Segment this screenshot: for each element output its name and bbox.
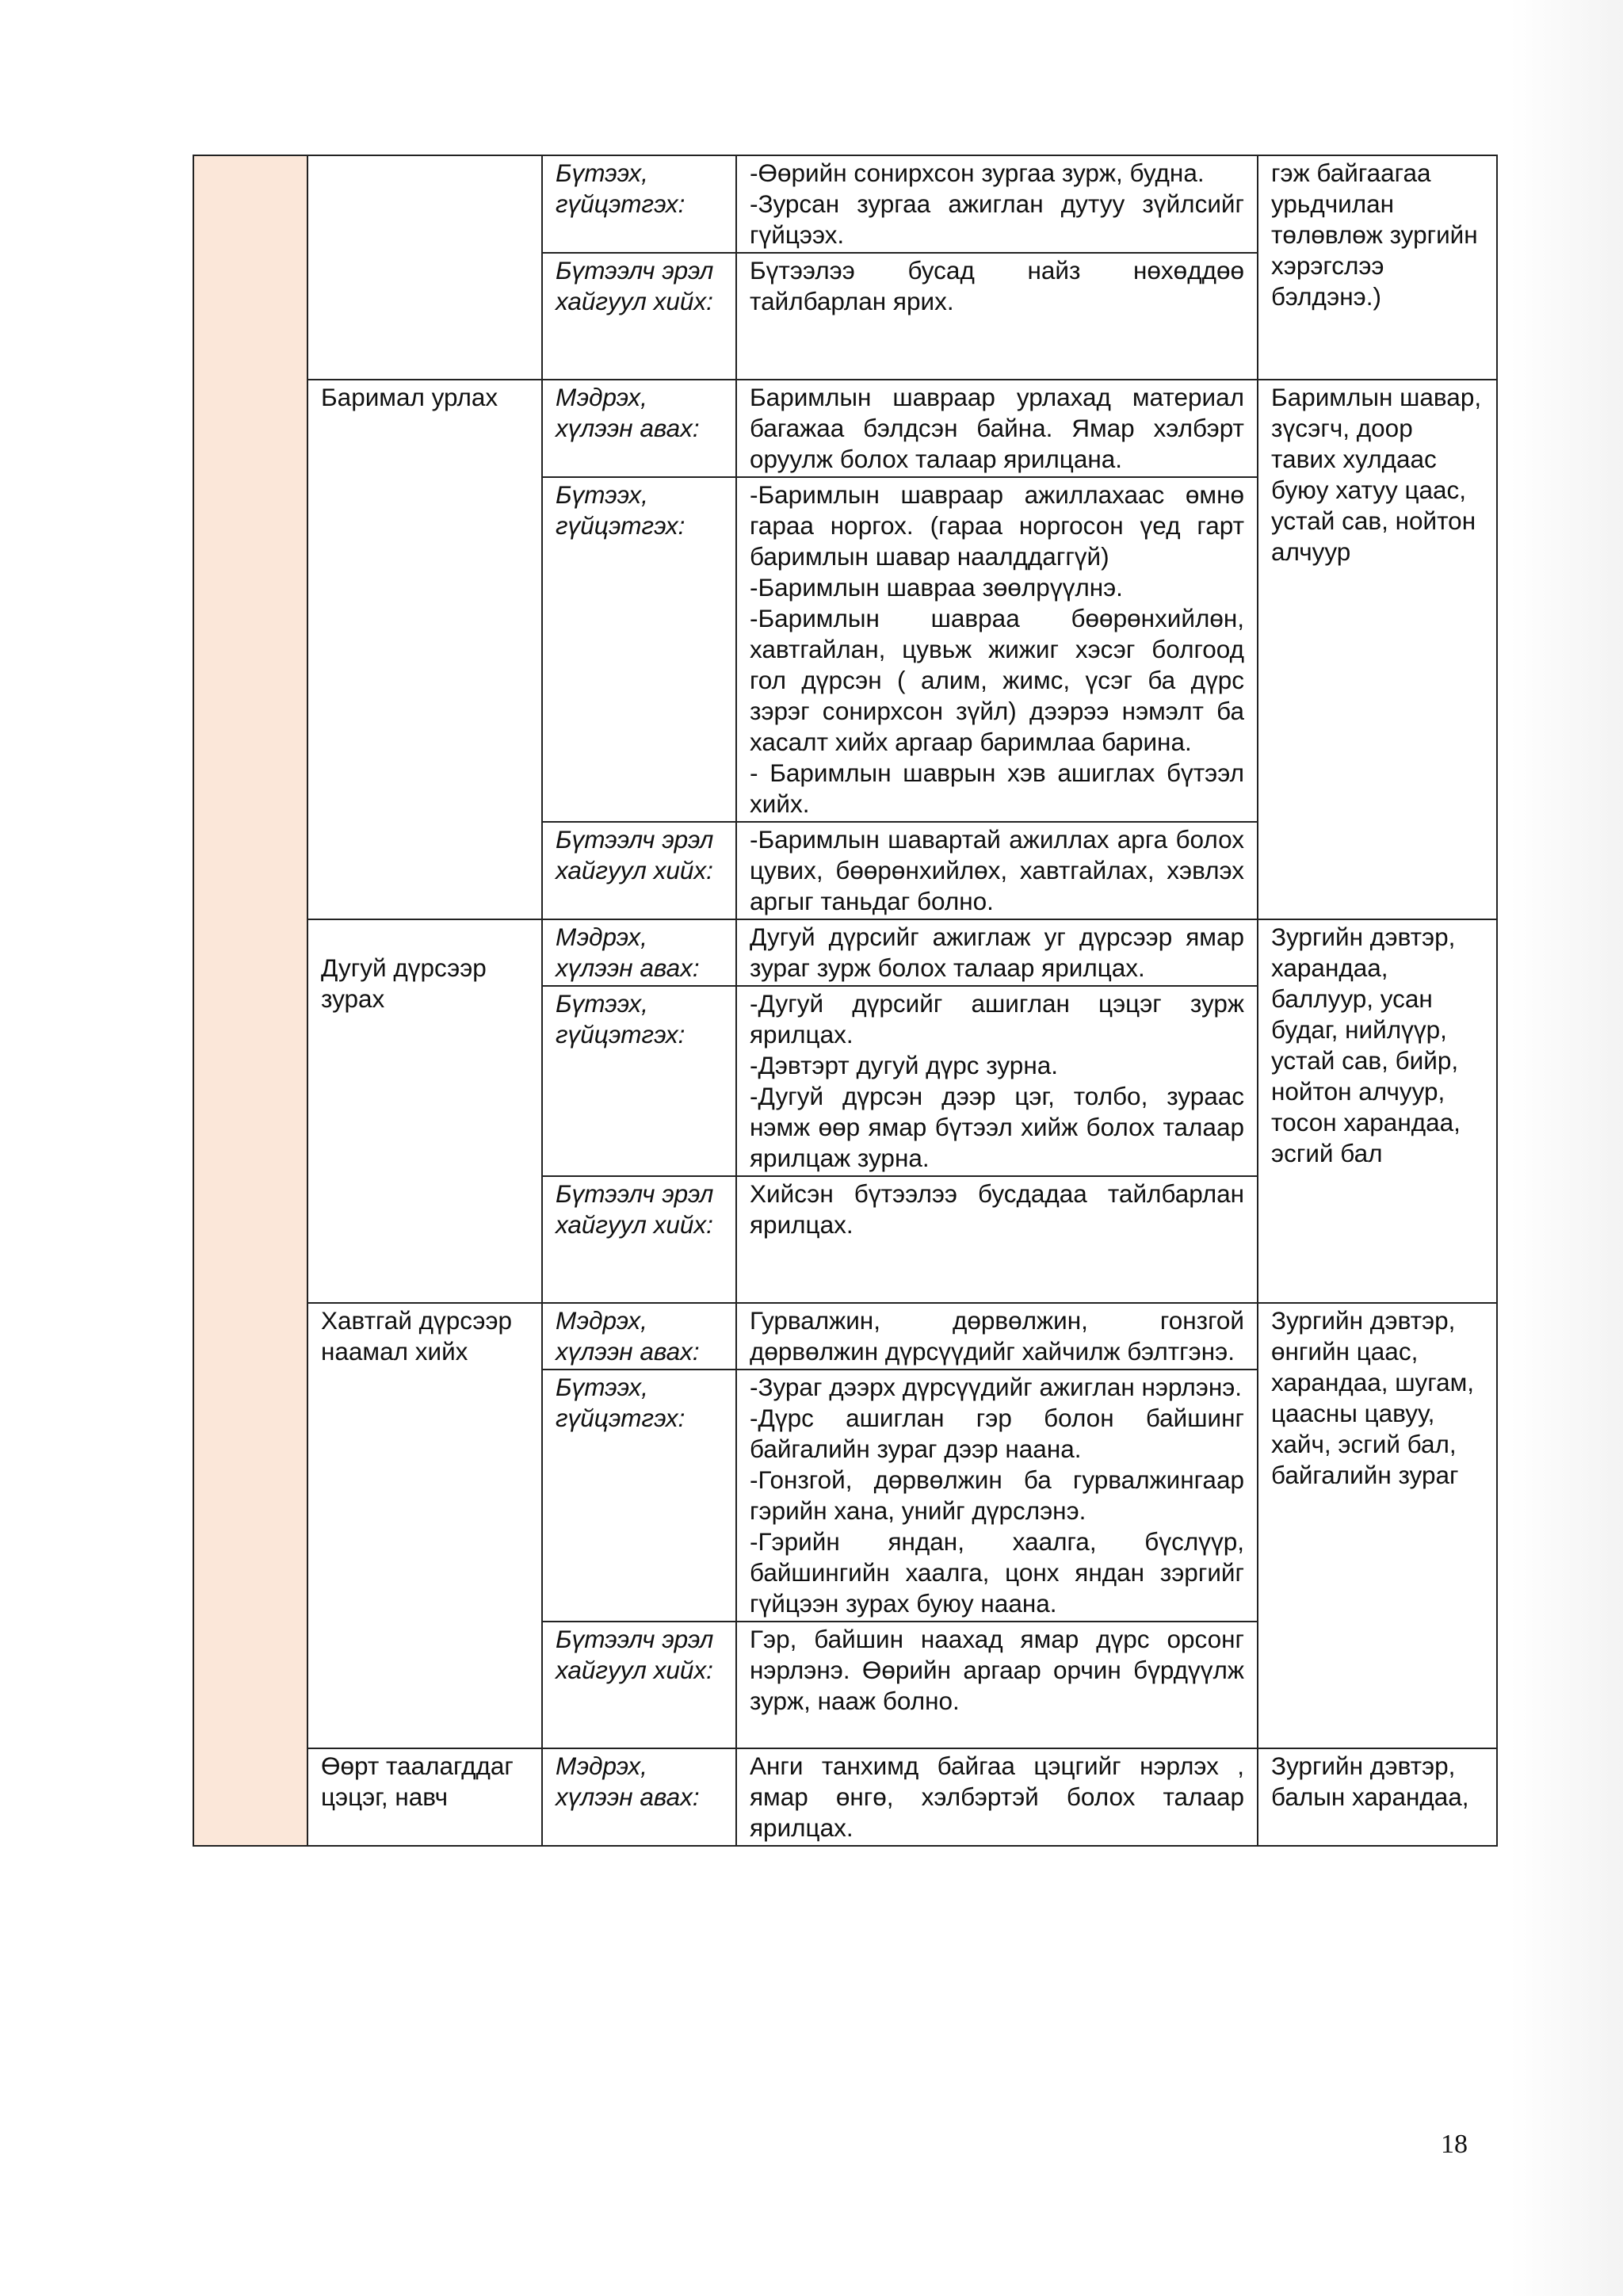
activity-cell bbox=[736, 986, 1258, 1176]
table-row bbox=[193, 1748, 1497, 1846]
activity-line: Гурвалжин, дөрвөлжин, гонзгой дөрвөлжин дүрсүүдийг хайчилж бэлтгэнэ. bbox=[750, 1306, 1244, 1366]
activity-cell bbox=[736, 822, 1258, 919]
activity-line: Хийсэн бүтээлээ бусдадаа тайлбарлан ярилцах. bbox=[750, 1179, 1244, 1239]
materials-cell bbox=[1258, 919, 1497, 1303]
topic-title: Өөрт таалагддаг цэцэг, навч bbox=[321, 1752, 514, 1811]
materials-text: гэж байгаагаа урьдчилан төлөвлөж зургийн хэрэгслээ бэлдэнэ.) bbox=[1271, 159, 1478, 311]
activity-cell bbox=[736, 380, 1258, 477]
activity-cell bbox=[736, 1370, 1258, 1622]
topic-title: Дугуй дүрсээр зурах bbox=[321, 953, 487, 1013]
stage-cell: Мэдрэх, хүлээн авах: bbox=[542, 1303, 736, 1370]
activity-cell bbox=[736, 253, 1258, 380]
activity-line: Дугуй дүрсийг ажиглаж уг дүрсээр ямар зураг зурж болох талаар ярилцах. bbox=[750, 923, 1244, 982]
topic-cell bbox=[307, 1748, 542, 1846]
stage-cell: Бүтээлч эрэл хайгуул хийх: bbox=[542, 253, 736, 380]
activity-cell bbox=[736, 1748, 1258, 1846]
activity-line: Гэр, байшин наахад ямар дүрс орсонг нэрлэнэ. Өөрийн аргаар орчин бүрдүүлж зурж, нааж болно. bbox=[750, 1625, 1244, 1715]
shaded-column bbox=[193, 155, 307, 1846]
materials-cell bbox=[1258, 155, 1497, 380]
activity-cell bbox=[736, 477, 1258, 822]
topic-cell bbox=[307, 1303, 542, 1748]
materials-text: Зургийн дэвтэр, харандаа, баллуур, усан будаг, нийлүүр, устай сав, бийр, нойтон алчуур, тосон харандаа, эсгий бал bbox=[1271, 923, 1461, 1167]
activity-cell bbox=[736, 1176, 1258, 1303]
activity-line: -Зурсан зургаа ажиглан дутуу зүйлсийг гүйцээх. bbox=[750, 189, 1244, 249]
activity-line: Бүтээлээ бусад найз нөхөддөө тайлбарлан ярих. bbox=[750, 256, 1244, 315]
lesson-plan-table bbox=[193, 155, 1498, 1847]
activity-line: -Гэрийн яндан, хаалга, бүслүүр, байшингийн хаалга, цонх яндан зэргийг гүйцээн зурах буюу наана. bbox=[750, 1527, 1244, 1618]
activity-cell bbox=[736, 1622, 1258, 1748]
materials-text: Зургийн дэвтэр, балын харандаа, bbox=[1271, 1752, 1469, 1811]
topic-cell bbox=[307, 919, 542, 1303]
page-number: 18 bbox=[1441, 2130, 1468, 2159]
activity-line: -Дүрс ашиглан гэр болон байшинг байгалийн зураг дээр наана. bbox=[750, 1404, 1244, 1463]
stage-cell: Бүтээх, гүйцэтгэх: bbox=[542, 986, 736, 1176]
activity-line: -Дэвтэрт дугуй дүрс зурна. bbox=[750, 1051, 1058, 1079]
table-row bbox=[193, 1303, 1497, 1370]
activity-cell bbox=[736, 1303, 1258, 1370]
materials-text: Зургийн дэвтэр, өнгийн цаас, харандаа, шугам, цаасны цавуу, хайч, эсгий бал, байгалийн зураг bbox=[1271, 1306, 1475, 1489]
stage-cell: Бүтээх, гүйцэтгэх: bbox=[542, 155, 736, 253]
activity-line: Баримлын шавраар урлахад материал багажаа бэлдсэн байна. Ямар хэлбэрт оруулж болох талаар ярилцана. bbox=[750, 383, 1244, 473]
topic-title: Хавтгай дүрсээр наамал хийх bbox=[321, 1306, 513, 1366]
stage-cell: Бүтээлч эрэл хайгуул хийх: bbox=[542, 822, 736, 919]
stage-cell: Мэдрэх, хүлээн авах: bbox=[542, 919, 736, 986]
topic-title: Баримал урлах bbox=[321, 383, 498, 411]
stage-cell: Бүтээх, гүйцэтгэх: bbox=[542, 1370, 736, 1622]
activity-line: -Дугуй дүрсийг ашиглан цэцэг зурж ярилцах. bbox=[750, 989, 1244, 1049]
activity-cell bbox=[736, 919, 1258, 986]
activity-cell bbox=[736, 155, 1258, 253]
table-row bbox=[193, 380, 1497, 477]
activity-line: - Баримлын шаврын хэв ашиглах бүтээл хийх. bbox=[750, 758, 1244, 818]
activity-line: -Баримлын шавраа бөөрөнхийлөн, хавтгайлан, цувьж жижиг хэсэг болгоод гол дүрсэн ( алим, жимс, үсэг ба дүрс зэрэг сонирхсон зүйл) дээрээ нэмэлт ба хасалт хийх аргаар баримлаа барина. bbox=[750, 604, 1244, 756]
stage-cell: Бүтээлч эрэл хайгуул хийх: bbox=[542, 1622, 736, 1748]
stage-cell: Мэдрэх, хүлээн авах: bbox=[542, 380, 736, 477]
materials-cell bbox=[1258, 1303, 1497, 1748]
stage-cell: Мэдрэх, хүлээн авах: bbox=[542, 1748, 736, 1846]
materials-cell bbox=[1258, 380, 1497, 919]
table-row bbox=[193, 919, 1497, 986]
activity-line: -Гонзгой, дөрвөлжин ба гурвалжингаар гэрийн хана, унийг дүрслэнэ. bbox=[750, 1465, 1244, 1525]
stage-cell: Бүтээх, гүйцэтгэх: bbox=[542, 477, 736, 822]
topic-cell-empty bbox=[307, 155, 542, 380]
activity-line: -Баримлын шавраа зөөлрүүлнэ. bbox=[750, 573, 1123, 602]
stage-cell: Бүтээлч эрэл хайгуул хийх: bbox=[542, 1176, 736, 1303]
topic-cell bbox=[307, 380, 542, 919]
page-edge-shade bbox=[1510, 0, 1623, 2296]
activity-line: -Зураг дээрх дүрсүүдийг ажиглан нэрлэнэ. bbox=[750, 1373, 1243, 1401]
activity-line: Анги танхимд байгаа цэцгийг нэрлэх , ямар өнгө, хэлбэртэй болох талаар ярилцах. bbox=[750, 1752, 1244, 1842]
activity-line: -Дугуй дүрсэн дээр цэг, толбо, зураас нэмж өөр ямар бүтээл хийж болох талаар ярилцаж зурна. bbox=[750, 1082, 1244, 1172]
materials-text: Баримлын шавар, зүсэгч, доор тавих хулдаас буюу хатуу цаас, устай сав, нойтон алчуур bbox=[1271, 383, 1482, 566]
table-row bbox=[193, 155, 1497, 253]
activity-line: -Өөрийн сонирхсон зургаа зурж, будна. bbox=[750, 159, 1205, 187]
materials-cell bbox=[1258, 1748, 1497, 1846]
activity-line: -Баримлын шавартай ажиллах арга болох цувих, бөөрөнхийлөх, хавтгайлах, хэвлэх аргыг таньдаг болно. bbox=[750, 825, 1244, 915]
activity-line: -Баримлын шавраар ажиллахаас өмнө гараа норгох. (гараа норгосон үед гарт баримлын шавар наалддаггүй) bbox=[750, 480, 1244, 571]
